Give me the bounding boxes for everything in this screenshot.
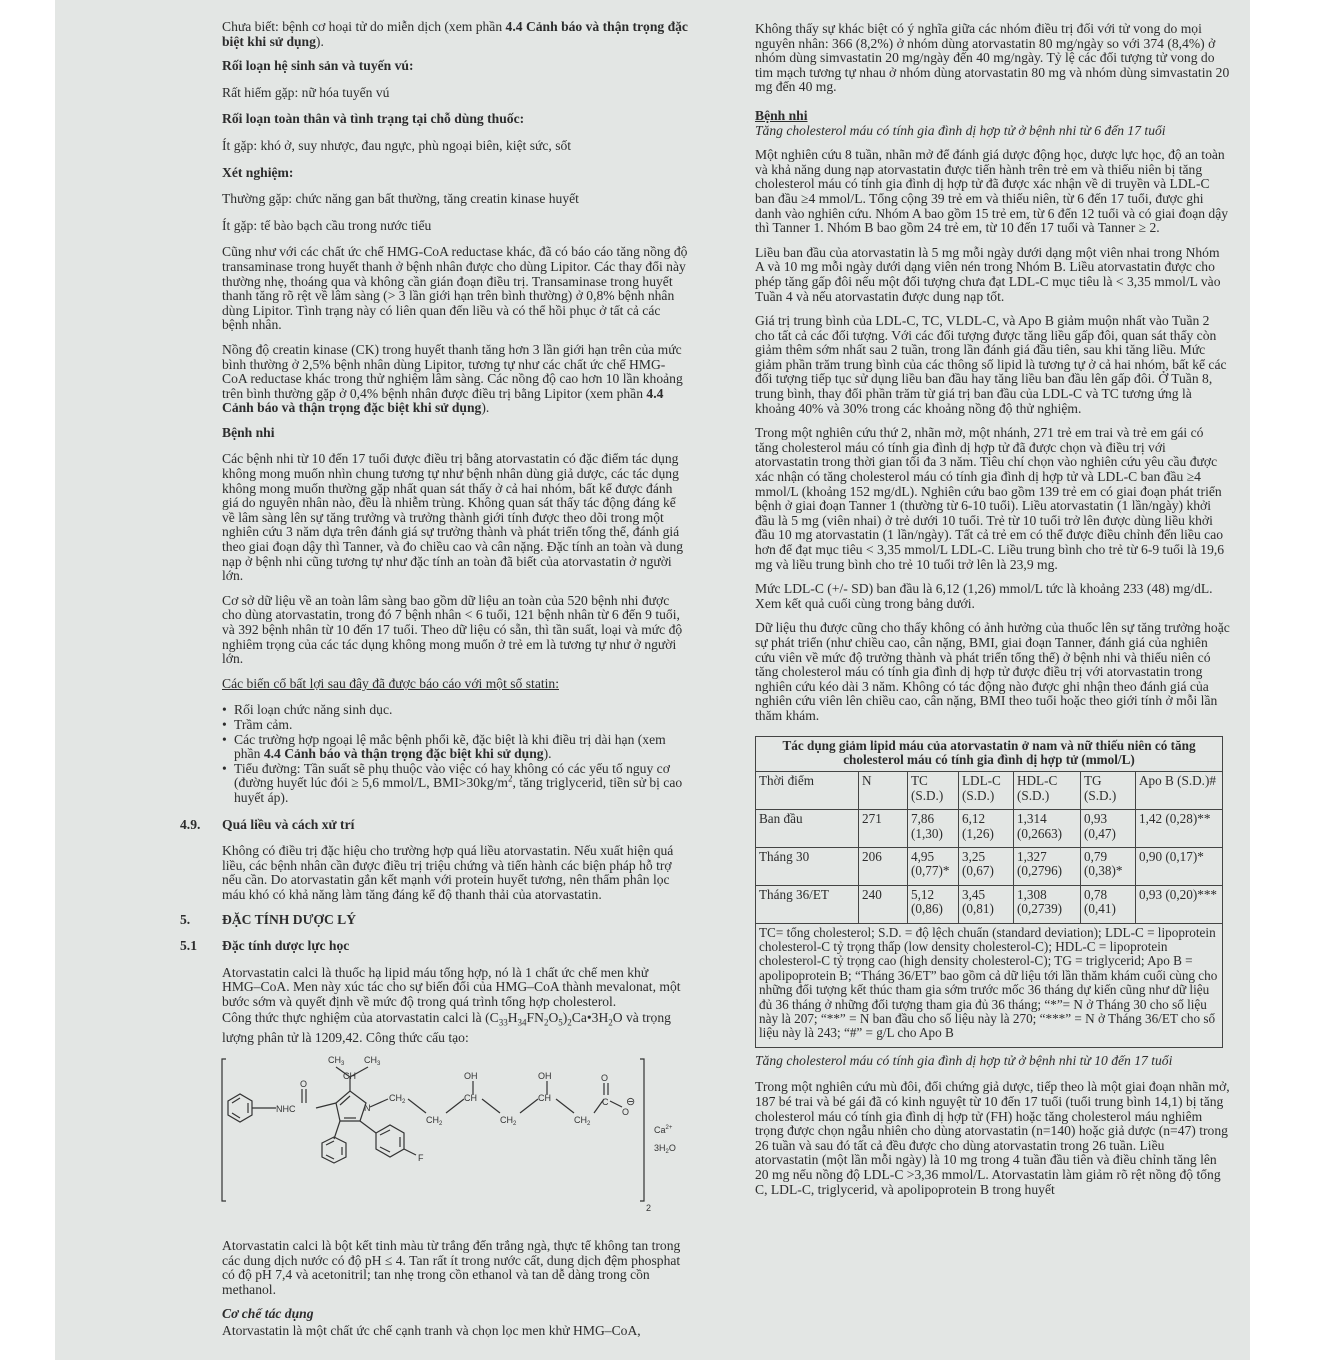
- statin-events-list: [222, 703, 690, 805]
- list-item: [222, 703, 690, 718]
- list-item: [222, 733, 690, 762]
- text: Nồng độ creatin kinase (CK) trong huyết thanh tăng hơn 3 lần giới hạn trên của mức bình thường ở 2,5% bệnh nhân dùng Lipitor, tương tự như các chất ức chế HMG-CoA reductase khác trong thử nghiệm lâm sàng. Các nồng độ cao hơn 10 lần khoảng trên bình thường gặp ở 0,4% bệnh nhân được điều trị bằng Lipitor (xem phần: [222, 341, 683, 401]
- text: O và trọng lượng phân tử là 1209,42. Công thức cấu tạo:: [222, 1010, 671, 1045]
- table-cell: 3,25 (0,67): [959, 847, 1014, 885]
- paragraph-study-2: Trong một nghiên cứu thứ 2, nhãn mở, một nhánh, 271 trẻ em trai và trẻ em gái có tăng cholesterol máu có tính gia đình dị hợp tử đã được chọn và điều trị với atorvastatin trong thời gian tối đa 3 năm. Tiêu chí chọn vào nghiên cứu yêu cầu được xác nhận có tăng cholesterol máu có tính gia đình dị hợp tử và LDL-C ban đầu ≥4 mmol/L (khoảng 152 mg/dL). Nghiên cứu bao gồm 139 trẻ em có giai đoạn phát triển bệnh ở giai đoạn Tanner 1 (thường từ 6-10 tuổi). Liều atorvastatin (1 lần/ngày) khởi đầu là 5 mg (viên nhai) ở trẻ dưới 10 tuổi. Trẻ từ 10 tuổi trở lên được dùng liều khởi đầu 10 mg atorvastatin (1 lần/ngày). Tất cả trẻ em có thể được điều chỉnh đến liều cao hơn để đạt mục tiêu < 3,35 mmol/L LDL-C. Liều trung bình cho trẻ từ 6-9 tuổi là 19,6 mg và liều trung bình cho trẻ 10 tuổi trở lên là 23,9 mg.: [755, 425, 1225, 572]
- lipid-table: [755, 736, 1223, 1048]
- table-cell: 240: [859, 885, 908, 923]
- paragraph-powder: Atorvastatin calci là bột kết tinh màu từ trắng đến trắng ngà, thực tế không tan trong các dung dịch nước có độ pH ≤ 4. Tan rất ít trong nước cất, dung dịch đệm phosphat có độ pH 7,4 và acetonitril; tan nhẹ trong cồn ethanol và tan dễ dàng trong cồn methanol.: [222, 1237, 681, 1297]
- table-cell: 0,93 (0,47): [1081, 810, 1136, 848]
- table-cell: 0,93 (0,20)***: [1136, 885, 1223, 923]
- table-cell: 5,12 (0,86): [908, 885, 959, 923]
- section-5-1-heading: [180, 939, 690, 954]
- paragraph-mean-values: Giá trị trung bình của LDL-C, TC, VLDL-C, và Apo B giảm muộn nhất vào Tuần 2 cho tất cả các đối tượng. Với các đối tượng được tăng liều gấp đôi, quan sát thấy còn giảm thêm sớm nhất sau 2 tuần, trong lần đánh giá đầu tiên, sau khi tăng liều. Mức giảm phần trăm trung bình của các thông số lipid là tương tự ở cả hai nhóm, bất kể các đối tượng tiếp tục sử dụng liều ban đầu hay tăng liều ban đầu lên gấp đôi. Ở Tuần 8, trung bình, thay đổi phần trăm từ giá trị ban đầu của LDL-C và TC tương ứng là khoảng 40% và 30% trong các khoảng nồng độ thử nghiệm.: [755, 313, 1227, 416]
- chem-label: CH: [500, 1115, 513, 1126]
- table-cell: 1,314 (0,2663): [1014, 810, 1081, 848]
- paragraph-formula: [222, 1011, 690, 1045]
- chem-subscript: 2: [646, 1203, 652, 1214]
- svg-text:CH2: [500, 1115, 517, 1127]
- chem-label: CH: [364, 1055, 377, 1066]
- text: ).: [315, 33, 324, 49]
- subheading-pediatrics-10-17: Tăng cholesterol máu có tính gia đình dị hợp tử ở bệnh nhi từ 10 đến 17 tuổi: [755, 1052, 1173, 1068]
- table-row: [756, 810, 1223, 848]
- text: Chưa biết: bệnh cơ hoại tử do miễn dịch (xem phần: [222, 19, 506, 34]
- text: O: [548, 1010, 559, 1026]
- paragraph-creatin-kinase: [222, 343, 690, 416]
- table-cell: 1,308 (0,2739): [1014, 885, 1081, 923]
- chem-label: CH: [389, 1093, 402, 1104]
- svg-text:CH3: [328, 1055, 345, 1067]
- text: ).: [543, 746, 552, 762]
- table-cell: 3,45 (0,81): [959, 885, 1014, 923]
- table-cell: 0,90 (0,17)*: [1136, 847, 1223, 885]
- table-cell: 4,95 (0,77)*: [908, 847, 959, 885]
- table-cell: 1,42 (0,28)**: [1136, 810, 1223, 848]
- heading-general-disorders: Rối loạn toàn thân và tình trạng tại chỗ dùng thuốc:: [222, 111, 525, 127]
- text: Trầm cảm.: [234, 716, 293, 732]
- svg-text:CH3: [364, 1055, 381, 1067]
- paragraph-reproductive: Rất hiếm gặp: nữ hóa tuyến vú: [222, 84, 390, 100]
- chem-subscript: 2: [513, 1121, 517, 1128]
- chem-subscript: 2: [402, 1099, 406, 1106]
- heading-mechanism: Cơ chế tác dụng: [222, 1306, 314, 1322]
- chem-superscript: 2+: [665, 1125, 673, 1132]
- document-page: [55, 0, 1250, 1360]
- chem-label: CH: [574, 1115, 587, 1126]
- chem-label: CH: [538, 1093, 551, 1104]
- column-header: Thời điểm: [756, 772, 859, 810]
- list-item: [222, 718, 690, 733]
- section-title: Quá liều và cách xử trí: [222, 816, 355, 832]
- text: FN: [526, 1010, 544, 1026]
- chem-label: NHC: [276, 1104, 296, 1115]
- table-cell: 271: [859, 810, 908, 848]
- paragraph-general-disorders: Ít gặp: khó ở, suy nhược, đau ngực, phù ngoại biên, kiệt sức, sốt: [222, 137, 572, 153]
- text: Ca•3H: [571, 1010, 609, 1026]
- column-header: Apo B (S.D.)#: [1136, 772, 1223, 810]
- subscript: 33: [498, 1018, 508, 1029]
- text: Công thức thực nghiệm của atorvastatin calci là (C: [222, 1010, 499, 1026]
- section-reference: 4.4 Cảnh báo và thận trọng đặc biệt khi sử dụng: [263, 746, 544, 762]
- table-cell: 7,86 (1,30): [908, 810, 959, 848]
- paragraph-double-blind-study: Trong một nghiên cứu mù đôi, đối chứng giả dược, tiếp theo là một giai đoạn nhãn mở, 187 bé trai và bé gái đã có kinh nguyệt từ 10 đến 17 tuổi (tuổi trung bình 14,1) bị tăng cholesterol máu có tính gia đình dị hợp tử (FH) hoặc tăng cholesterol máu nghiêm trọng được chọn ngẫu nhiên cho dùng atorvastatin (n=140) hoặc giả dược (n=47) trong 26 tuần và sau đó tất cả đều được cho dùng atorvastatin trong 26 tuần. Liều atorvastatin (một lần mỗi ngày) là 10 mg trong 4 tuần đầu tiên và điều chỉnh tăng lên 20 mg nếu nồng độ LDL-C >3,36 mmol/L. Atorvastatin làm giảm rõ rệt nồng độ tổng C, LDL-C, triglycerid, và apolipoprotein B trong huyết: [755, 1079, 1230, 1197]
- left-column: [180, 19, 690, 1349]
- chem-subscript: 3: [377, 1061, 381, 1068]
- text: ).: [481, 400, 490, 416]
- table-caption: Tác dụng giảm lipid máu của atorvastatin ở nam và nữ thiếu niên có tăng cholesterol máu có tính gia đình dị hợp tử (mmol/L): [756, 736, 1223, 772]
- structural-formula-diagram: [218, 1051, 688, 1221]
- subscript: 2: [608, 1018, 613, 1029]
- table-row: [756, 885, 1223, 923]
- right-column: [755, 22, 1230, 1207]
- table-cell: 0,79 (0,38)*: [1081, 847, 1136, 885]
- text: ): [562, 1010, 568, 1026]
- svg-text:CH2: [574, 1115, 591, 1127]
- chem-label: F: [418, 1153, 424, 1164]
- table-cell: 1,327 (0,2796): [1014, 847, 1081, 885]
- paragraph-pediatrics-2: Cơ sở dữ liệu về an toàn lâm sàng bao gồm dữ liệu an toàn của 520 bệnh nhi được cho dùng atorvastatin, trong đó 7 bệnh nhân < 6 tuổi, 121 bệnh nhân từ 6 đến 9 tuổi, và 392 bệnh nhân từ 10 đến 17 tuổi. Theo dữ liệu có sẵn, thì tần suất, loại và mức độ nghiêm trọng của các tác dụng không mong muốn ở trẻ em là tương tự như ở người lớn.: [222, 592, 683, 667]
- chem-subscript: 2: [587, 1121, 591, 1128]
- chem-label: CH: [328, 1055, 341, 1066]
- table-cell: Ban đầu: [756, 810, 859, 848]
- subheading-pediatrics-6-17: Tăng cholesterol máu có tính gia đình dị hợp tử ở bệnh nhi từ 6 đến 17 tuổi: [755, 122, 1166, 138]
- table-header-row: [756, 772, 1223, 810]
- heading-pediatrics: Bệnh nhi: [755, 107, 808, 123]
- svg-text:Ca2+: [654, 1125, 673, 1135]
- heading-reproductive: Rối loạn hệ sinh sản và tuyến vú:: [222, 58, 414, 74]
- column-header: LDL-C (S.D.): [959, 772, 1014, 810]
- paragraph-lab-uncommon: Ít gặp: tế bào bạch cầu trong nước tiểu: [222, 217, 432, 233]
- paragraph-study-8-week: Một nghiên cứu 8 tuần, nhãn mở để đánh giá dược động học, dược lực học, độ an toàn và khả năng dung nạp atorvastatin được tiến hành trên trẻ em và thiếu niên bị tăng cholesterol máu có tính gia đình dị hợp tử đã được xác nhận về di truyền và LDL-C ban đầu ≥4 mmol/L. Tổng cộng 39 trẻ em và thiếu niên, từ 6 đến 17 tuổi, được ghi danh vào nghiên cứu. Nhóm A bao gồm 15 trẻ em, từ 6 đến 12 tuổi và có giai đoạn dậy thì Tanner 1. Nhóm B bao gồm 24 trẻ em, từ 10 đến 17 tuổi và Tanner ≥ 2.: [755, 147, 1229, 236]
- paragraph-transaminase: Cũng như với các chất ức chế HMG-CoA reductase khác, đã có báo cáo tăng nồng độ transaminase trong huyết thanh ở bệnh nhân được cho dùng Lipitor. Các thay đổi này thường nhẹ, thoáng qua và không cần gián đoạn điều trị. Transaminase trong huyết thanh tăng rõ rệt về lâm sàng (> 3 lần giới hạn trên bình thường) ở 0,8% bệnh nhân dùng Lipitor. Tình trạng này có liên quan đến liều và có thể hồi phục ở tất cả các bệnh nhân.: [222, 244, 688, 333]
- text: H: [507, 1010, 518, 1026]
- section-number: 4.9.: [180, 816, 201, 832]
- chem-label: CH: [343, 1071, 356, 1082]
- column-header: TC (S.D.): [908, 772, 959, 810]
- chem-subscript: 2: [439, 1121, 443, 1128]
- chem-label: ⊖: [626, 1096, 636, 1109]
- chem-label: 3H: [654, 1143, 666, 1154]
- subscript: 2: [543, 1018, 549, 1029]
- column-header: TG (S.D.): [1081, 772, 1136, 810]
- paragraph-ldl-baseline: Mức LDL-C (+/- SD) ban đầu là 6,12 (1,26) mmol/L tức là khoảng 233 (48) mg/dL. Xem kết quả cuối cùng trong bảng dưới.: [755, 581, 1213, 611]
- text: Rối loạn chức năng sinh dục.: [234, 702, 393, 718]
- paragraph-growth: Dữ liệu thu được cũng cho thấy không có ảnh hưởng của thuốc lên sự tăng trưởng hoặc sự phát triển (như chiều cao, cân nặng, BMI, giai đoạn Tanner, đánh giá của nghiên cứu viên về mức độ trưởng thành và phát triển tổng thể) ở bệnh nhi và thiếu niên có tăng cholesterol máu có tính gia đình dị hợp tử được điều trị với atorvastatin trong nghiên cứu kéo dài 3 năm. Không có tác động nào được ghi nhận theo đánh giá của nghiên cứu viên lên chiều cao, cân nặng, BMI theo tuổi hoặc theo giới tính ở mỗi lần thăm khám.: [755, 620, 1230, 723]
- text: Tiểu đường: Tần suất sẽ phụ thuộc vào việc có hay không có các yếu tố nguy cơ (đường huyết lúc đói ≥ 5,6 mmol/L, BMI>30kg/m: [234, 760, 670, 791]
- heading-lab-tests: Xét nghiệm:: [222, 164, 294, 180]
- table-row: [756, 847, 1223, 885]
- chem-label: N: [364, 1103, 371, 1114]
- section-reference: 4.4 Cảnh báo và thận trọng đặc biệt khi sử dụng: [222, 19, 688, 49]
- section-4-9-heading: [180, 818, 690, 833]
- structural-formula: [218, 1051, 690, 1225]
- chem-label: OH: [464, 1071, 478, 1082]
- svg-text:3H2O: [654, 1143, 676, 1155]
- chem-label: O: [601, 1073, 609, 1084]
- chem-label: CH: [464, 1093, 477, 1104]
- paragraph-atorvastatin: Atorvastatin calci là thuốc hạ lipid máu tổng hợp, nó là 1 chất ức chế men khử HMG–CoA. Men này xúc tác cho sự biến đổi của HMG–CoA thành mevalonat, một bước sớm và quyết định về mức độ trong quá trình tổng hợp cholesterol.: [222, 964, 681, 1009]
- subscript: 5: [558, 1018, 563, 1029]
- table-cell: Tháng 36/ET: [756, 885, 859, 923]
- table-cell: 0,78 (0,41): [1081, 885, 1136, 923]
- section-reference: 4.4 Cảnh báo và thận trọng đặc biệt khi sử dụng: [222, 385, 664, 416]
- table-cell: Tháng 30: [756, 847, 859, 885]
- section-number: 5.: [180, 911, 191, 927]
- paragraph-unknown-frequency: [222, 20, 690, 49]
- section-number: 5.1: [180, 938, 197, 954]
- section-5-heading: [180, 913, 690, 928]
- chem-label: O: [300, 1079, 308, 1090]
- table-cell: 206: [859, 847, 908, 885]
- paragraph-overdose: Không có điều trị đặc hiệu cho trường hợp quá liều atorvastatin. Nếu xuất hiện quá liều, các bệnh nhân cần được điều trị triệu chứng và tiến hành các biện pháp hỗ trợ nếu cần. Do atorvastatin gắn kết mạnh với protein huyết tương, nên thẩm phân lọc máu khó có khả năng làm tăng đáng kể độ thanh thải của atorvastatin.: [222, 843, 674, 902]
- table-footnote: TC= tổng cholesterol; S.D. = độ lệch chuẩn (standard deviation); LDL-C = lipoprotein cholesterol-C tỷ trọng thấp (low density cholesterol-C); HDL-C = lipoprotein cholesterol-C tỷ trọng cao (high density cholesterol-C); TG = triglycerid; Apo B = apolipoprotein B; “Tháng 36/ET” bao gồm cả dữ liệu tới lần thăm khám cuối cùng cho những đối tượng kết thúc tham gia sớm trước mốc 36 tháng dự kiến cũng như dữ liệu đủ 36 tháng ở những đối tượng tham gia đủ 36 tháng; “*”= N ở Tháng 30 cho số liệu này là 207; “**” = N ban đầu cho số liệu này là 270; “***” = N ở Tháng 36/ET cho số liệu này là 243; “#” = g/L cho Apo B: [756, 923, 1223, 1047]
- table-caption-row: [756, 736, 1223, 772]
- paragraph-pediatrics-1: Các bệnh nhi từ 10 đến 17 tuổi được điều trị bằng atorvastatin có đặc điểm tác dụng không mong muốn nhìn chung tương tự như bệnh nhân dùng giả dược, các tác dụng không mong muốn thường gặp nhất quan sát thấy ở cả hai nhóm, bất kể được đánh giá do nguyên nhân nào, đều là nhiễm trùng. Không quan sát thấy tác động đáng kể về lâm sàng lên sự tăng trưởng và trưởng thành giới tính được theo dõi trong một nghiên cứu 3 năm dựa trên đánh giá sự trưởng thành và phát triển tổng thể, đánh giá theo giai đoạn dậy thì Tanner, và đo chiều cao và cân nặng. Đặc tính an toàn và dung nạp ở bệnh nhi cũng tương tự như đặc tính an toàn đã biết của atorvastatin ở người lớn.: [222, 451, 684, 584]
- column-header: HDL-C (S.D.): [1014, 772, 1081, 810]
- section-title: Đặc tính dược lực học: [222, 938, 350, 954]
- subscript: 2: [567, 1018, 572, 1029]
- chem-label: Ca: [654, 1125, 666, 1136]
- chem-label: O: [668, 1143, 676, 1154]
- list-item: [222, 762, 690, 806]
- chem-label: OH: [538, 1071, 552, 1082]
- section-title: ĐẶC TÍNH DƯỢC LÝ: [222, 911, 357, 927]
- heading-pediatrics: Bệnh nhi: [222, 424, 275, 440]
- heading-statin-events: Các biến cố bất lợi sau đây đã được báo cáo với một số statin:: [222, 675, 559, 691]
- svg-text:CH2: [389, 1093, 406, 1105]
- superscript: 2: [507, 773, 513, 784]
- paragraph-mortality: Không thấy sự khác biệt có ý nghĩa giữa các nhóm điều trị đối với tử vong do mọi nguyên nhân: 366 (8,2%) ở nhóm dùng atorvastatin 80 mg/ngày so với 374 (8,4%) ở nhóm dùng simvastatin 20 mg/ngày đến 40 mg/ngày. Tỷ lệ các đối tượng tử vong do tim mạch tương tự nhau ở nhóm dùng atorvastatin 80 mg và nhóm dùng simvastatin 20 mg đến 40 mg.: [755, 21, 1230, 95]
- column-header: N: [859, 772, 908, 810]
- paragraph-lab-common: Thường gặp: chức năng gan bất thường, tăng creatin kinase huyết: [222, 191, 579, 207]
- paragraph-dose: Liều ban đầu của atorvastatin là 5 mg mỗi ngày dưới dạng một viên nhai trong Nhóm A và 10 mg mỗi ngày dưới dạng viên nén trong Nhóm B. Liều atorvastatin được cho phép tăng gấp đôi nếu một đối tượng chưa đạt LDL-C mục tiêu là < 3,35 mmol/L vào Tuần 4 và nếu atorvastatin được dung nạp tốt.: [755, 244, 1221, 304]
- svg-text:CH2: [426, 1115, 443, 1127]
- table-note-row: [756, 923, 1223, 1047]
- text: Các trường hợp ngoại lệ mắc bệnh phổi kẽ, đặc biệt là khi điều trị dài hạn (xem phần: [234, 731, 666, 762]
- paragraph-mechanism: Atorvastatin là một chất ức chế cạnh tranh và chọn lọc men khử HMG–CoA,: [222, 1322, 641, 1338]
- chem-label: C: [602, 1097, 609, 1108]
- chem-label: CH: [426, 1115, 439, 1126]
- chem-label: O: [622, 1107, 630, 1118]
- subscript: 34: [517, 1018, 527, 1029]
- table-cell: 6,12 (1,26): [959, 810, 1014, 848]
- text: , tăng triglycerid, tiền sử bị cao huyết áp).: [234, 775, 683, 805]
- chem-subscript: 2: [665, 1149, 669, 1156]
- chem-subscript: 3: [341, 1061, 345, 1068]
